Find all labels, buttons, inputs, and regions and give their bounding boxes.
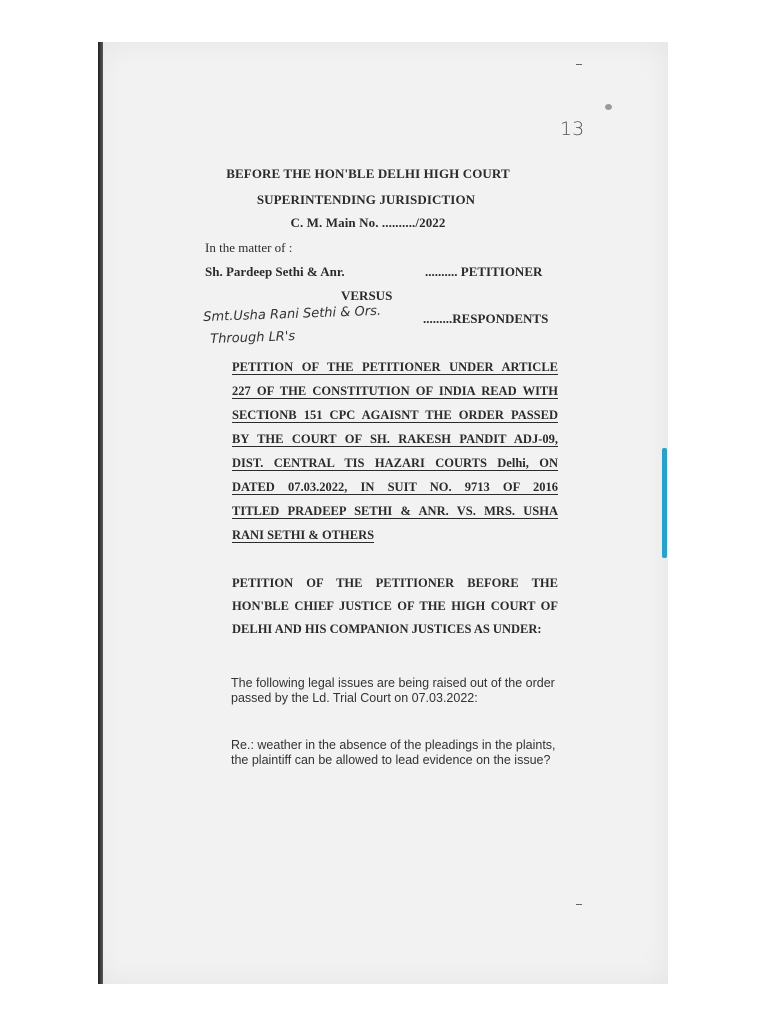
petition-address [232,572,558,641]
petition-title [232,355,558,547]
page-binding-edge [98,42,103,984]
petitioner-name: Sh. Pardeep Sethi & Anr. [205,264,345,279]
court-heading: BEFORE THE HON'BLE DELHI HIGH COURT [226,166,510,181]
petition-title-line: 227 OF THE CONSTITUTION OF INDIA READ WITH [232,384,558,398]
page-edge-marker [662,448,667,558]
scan-mark [576,64,582,65]
case-number: C. M. Main No. ........../2022 [290,215,446,230]
legal-issues-paragraph: The following legal issues are being raised out of the order passed by the Ld. Trial Court on 07.03.2022: [231,676,555,705]
jurisdiction-heading: SUPERINTENDING JURISDICTION [256,192,476,207]
page-number: 13 [560,118,585,140]
petitioner-role: .......... PETITIONER [425,264,543,279]
petition-title-line: DIST. CENTRAL TIS HAZARI COURTS Delhi, ON [232,456,558,470]
scan-mark [576,904,582,905]
respondent-name-handwritten: Smt.Usha Rani Sethi & Ors. [203,303,382,325]
respondent-through-handwritten: Through LR's [210,329,296,347]
petition-title-line: TITLED PRADEEP SETHI & ANR. VS. MRS. USHA [232,504,558,518]
petition-title-line: BY THE COURT OF SH. RAKESH PANDIT ADJ-09, [232,432,558,446]
petition-address-line: PETITION OF THE PETITIONER BEFORE THE [232,576,558,590]
matter-label: In the matter of : [205,240,293,255]
re-issue-paragraph: Re.: weather in the absence of the pleadings in the plaints, the plaintiff can be allowed to lead evidence on the issue? [231,738,556,767]
petition-title-line: DATED 07.03.2022, IN SUIT NO. 9713 OF 2016 [232,480,558,494]
petition-title-line: SECTIONB 151 CPC AGAISNT THE ORDER PASSED [232,408,558,422]
petition-address-line: DELHI AND HIS COMPANION JUSTICES AS UNDER: [232,622,542,636]
petition-title-line: PETITION OF THE PETITIONER UNDER ARTICLE [232,360,558,374]
scan-speck [605,104,612,110]
respondent-role: .........RESPONDENTS [423,311,549,326]
petition-title-line: RANI SETHI & OTHERS [232,528,375,542]
versus-label: VERSUS [341,288,393,303]
petition-address-line: HON'BLE CHIEF JUSTICE OF THE HIGH COURT OF [232,599,558,613]
